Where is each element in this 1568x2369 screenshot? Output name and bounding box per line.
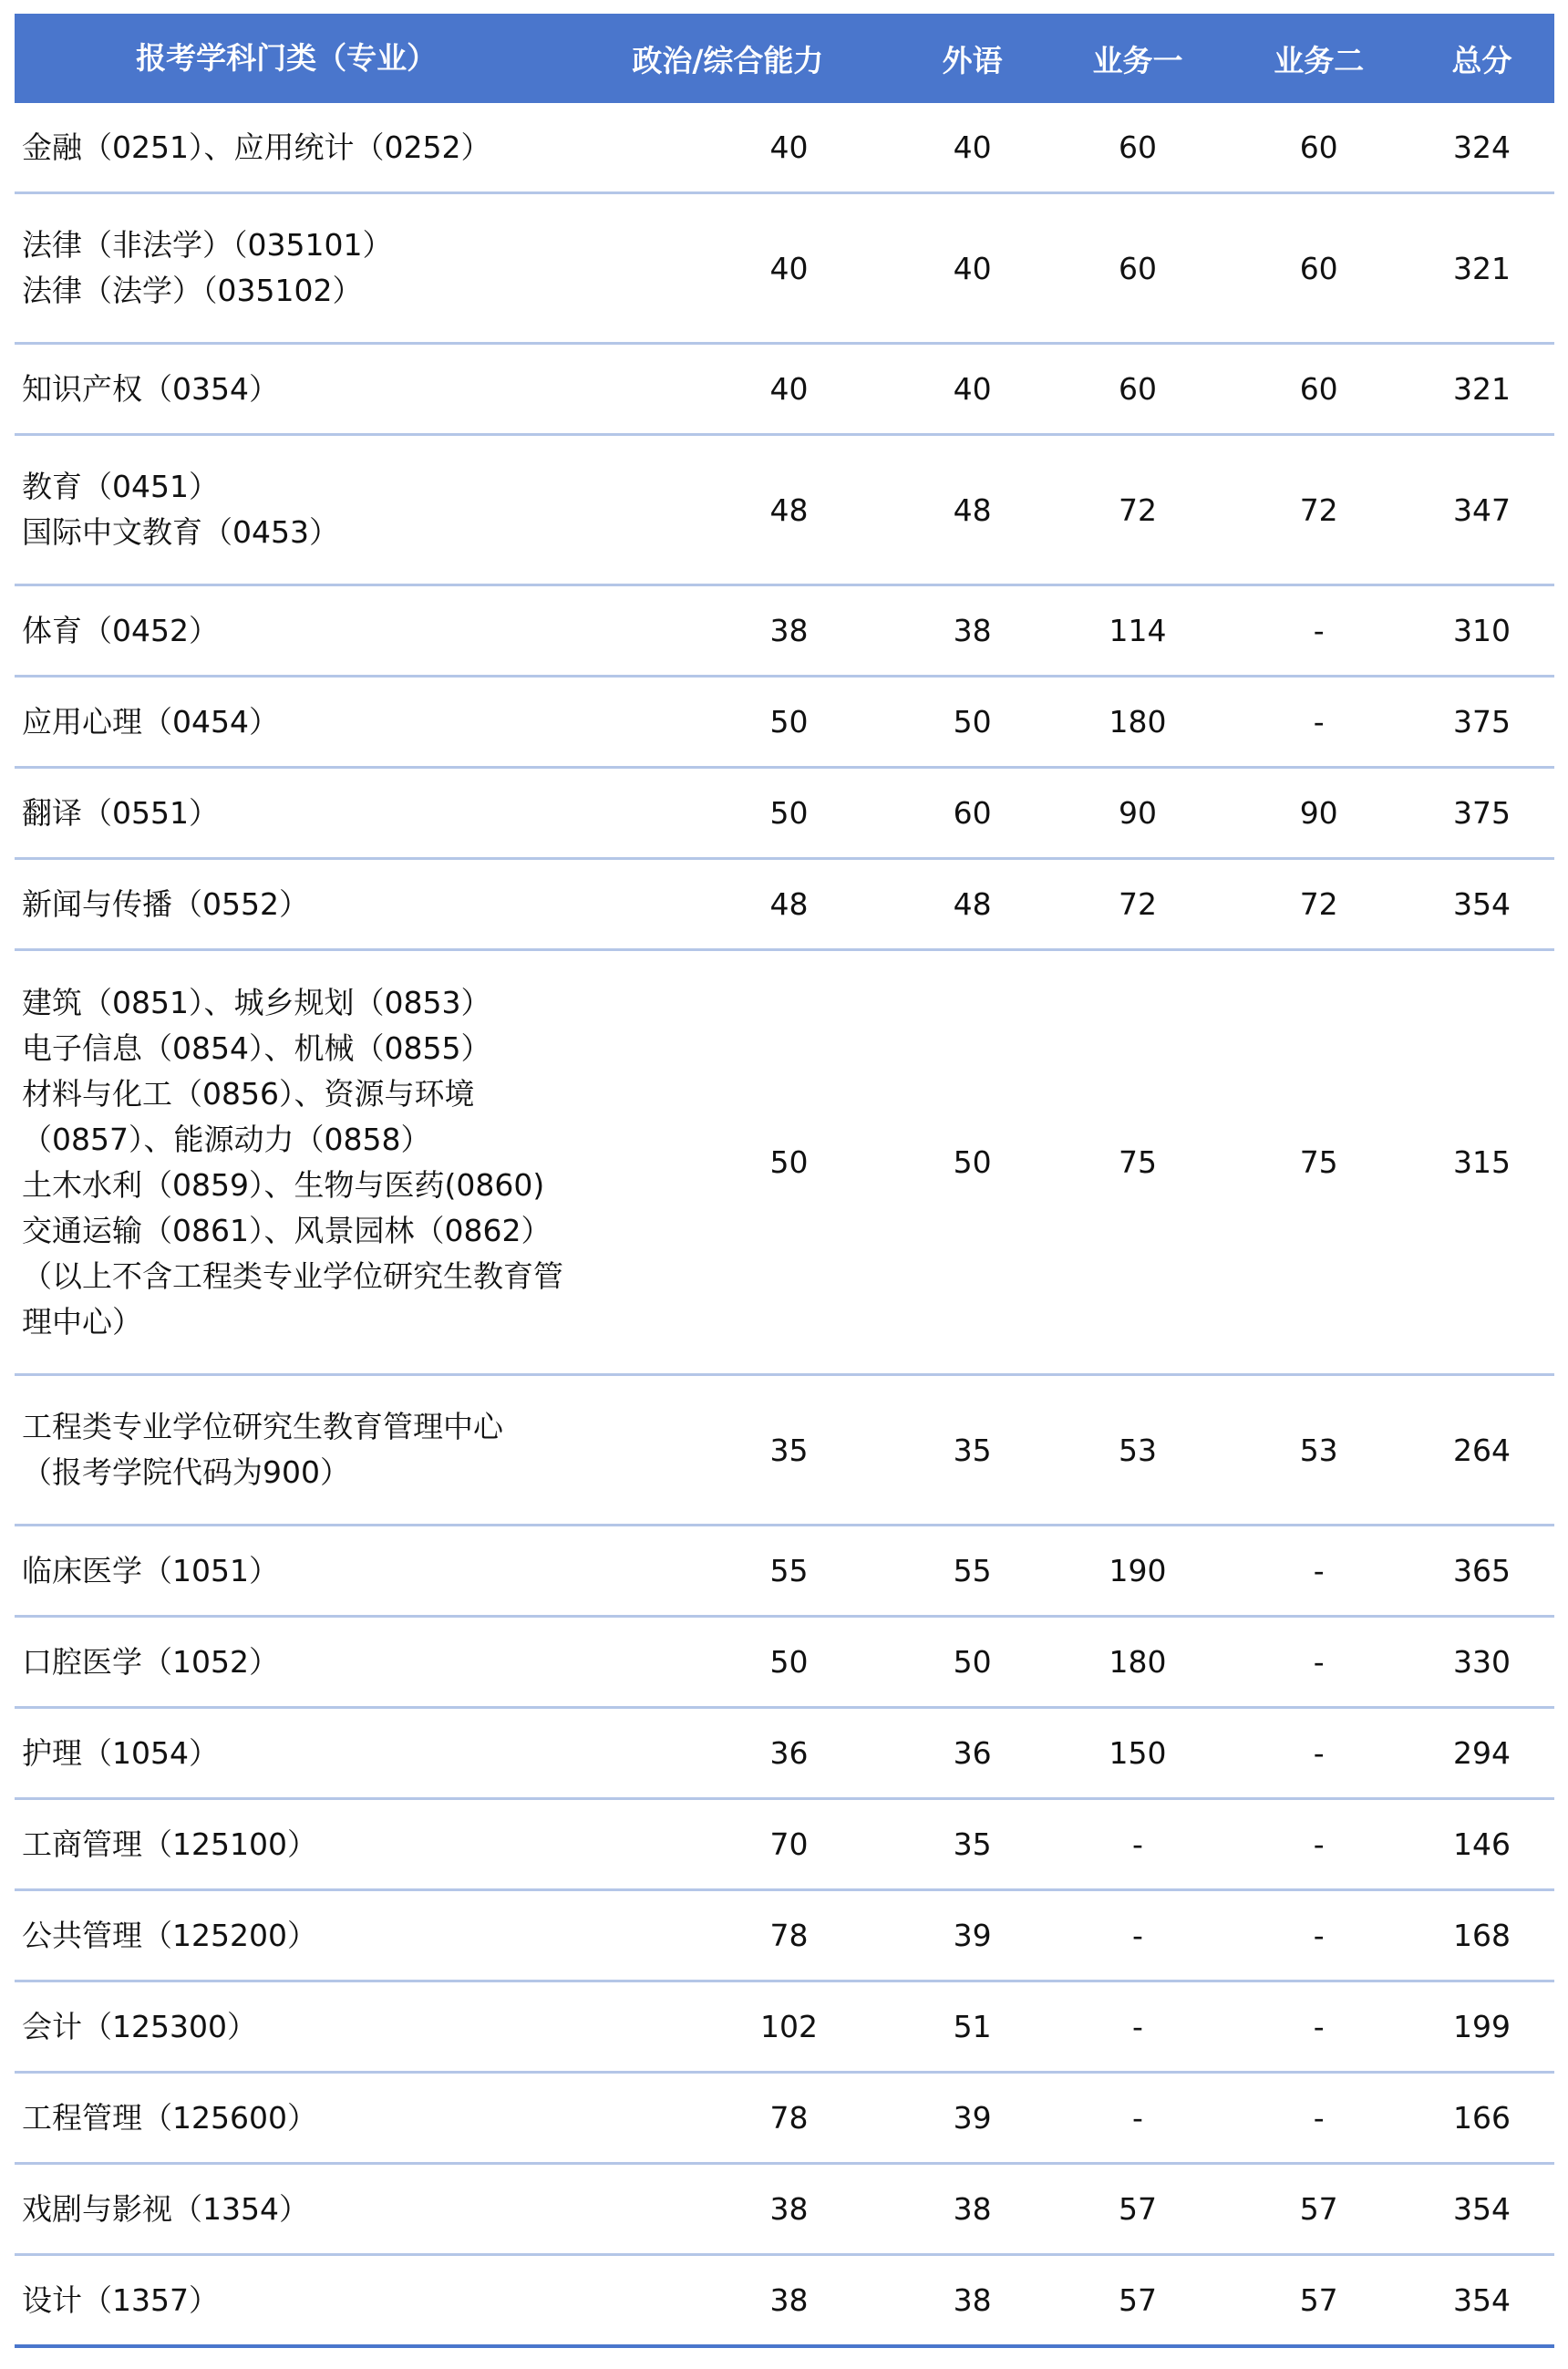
total-score: 321 [1453, 250, 1511, 286]
subject-name-line: 设计（1357） [22, 2281, 219, 2318]
subject-name-line: 国际中文教育（0453） [22, 514, 339, 550]
table-row [15, 586, 1554, 678]
table-row [15, 1376, 1554, 1526]
subject1-score: 60 [1118, 250, 1157, 286]
subject-name [15, 125, 680, 171]
subject-name-line: 戏剧与影视（1354） [22, 2190, 309, 2227]
total-score: 321 [1453, 371, 1511, 407]
politics-score: 38 [769, 2282, 809, 2318]
subject1-score: 60 [1118, 129, 1157, 165]
subject-name [15, 1913, 680, 1959]
language-score: 35 [953, 1826, 992, 1862]
subject2-score: 90 [1299, 795, 1338, 831]
subject-name [15, 1822, 680, 1867]
score-table [15, 14, 1554, 2348]
politics-score: 48 [769, 886, 809, 922]
language-score: 40 [953, 129, 992, 165]
subject-name-line: 金融（0251）、应用统计（0252） [22, 129, 491, 165]
subject2-score: 72 [1299, 886, 1338, 922]
total-score: 168 [1453, 1918, 1511, 1953]
language-score: 40 [953, 371, 992, 407]
politics-score: 78 [769, 2100, 809, 2136]
total-score: 375 [1453, 704, 1511, 740]
subject-name-line: 口腔医学（1052） [22, 1643, 279, 1680]
subject-name-line: 临床医学（1051） [22, 1552, 279, 1588]
subject-name [15, 1640, 680, 1685]
subject1-score: 90 [1118, 795, 1157, 831]
table-row [15, 2256, 1554, 2348]
total-score: 347 [1453, 491, 1511, 528]
total-score: 264 [1453, 1432, 1511, 1468]
subject-name-line: （0857）、能源动力（0858） [22, 1121, 431, 1157]
language-score: 55 [953, 1553, 992, 1588]
language-score: 60 [953, 795, 992, 831]
politics-score: 35 [769, 1432, 809, 1468]
language-score: 35 [953, 1432, 992, 1468]
table-row [15, 951, 1554, 1376]
table-body [15, 103, 1554, 2348]
subject-name [15, 2187, 680, 2232]
subject1-score: - [1132, 2100, 1143, 2136]
subject-name-line: 会计（125300） [22, 2008, 257, 2044]
subject-name-line: 工程管理（125600） [22, 2099, 317, 2136]
politics-score: 50 [769, 704, 809, 740]
table-row [15, 1709, 1554, 1800]
subject2-score: - [1313, 613, 1325, 648]
subject-name-line: 翻译（0551） [22, 794, 219, 831]
subject-name [15, 1731, 680, 1776]
subject2-score: 53 [1299, 1432, 1338, 1468]
subject2-score: - [1313, 2100, 1325, 2136]
total-score: 354 [1453, 2191, 1511, 2227]
language-score: 48 [953, 886, 992, 922]
subject1-score: 53 [1118, 1432, 1157, 1468]
subject1-score: 57 [1118, 2191, 1157, 2227]
politics-score: 55 [769, 1553, 809, 1588]
table-row [15, 1982, 1554, 2074]
subject2-score: 72 [1299, 491, 1338, 528]
language-score: 38 [953, 2191, 992, 2227]
table-row [15, 2165, 1554, 2256]
subject1-score: 75 [1118, 1144, 1157, 1180]
subject2-score: 75 [1299, 1144, 1338, 1180]
subject2-score: - [1313, 1644, 1325, 1680]
table-row [15, 1618, 1554, 1709]
subject-name-line: （报考学院代码为900） [22, 1454, 350, 1490]
politics-score: 70 [769, 1826, 809, 1862]
subject2-score: - [1313, 1826, 1325, 1862]
subject-name-line: 材料与化工（0856）、资源与环境 [22, 1075, 475, 1112]
subject-name [15, 1548, 680, 1594]
subject1-score: 72 [1118, 491, 1157, 528]
language-score: 38 [953, 2282, 992, 2318]
politics-score: 36 [769, 1735, 809, 1771]
subject1-score: 180 [1109, 1644, 1167, 1680]
subject-name [15, 791, 680, 836]
subject1-score: 114 [1109, 613, 1167, 648]
subject-name-line: 体育（0452） [22, 612, 219, 648]
subject2-score: - [1313, 704, 1325, 740]
total-score: 166 [1453, 2100, 1511, 2136]
subject-name-line: 教育（0451） [22, 469, 219, 504]
language-score: 39 [953, 1918, 992, 1953]
subject-name-line: 理中心） [22, 1303, 142, 1340]
total-score: 324 [1453, 129, 1511, 165]
politics-score: 102 [760, 2009, 818, 2044]
subject-name-line: （以上不含工程类专业学位研究生教育管 [22, 1257, 563, 1294]
table-row [15, 1891, 1554, 1982]
header-language: 外语 [942, 42, 1003, 78]
politics-score: 50 [769, 795, 809, 831]
subject-name-line: 建筑（0851）、城乡规划（0853） [22, 984, 491, 1020]
subject2-score: - [1313, 1553, 1325, 1588]
subject1-score: - [1132, 1918, 1143, 1953]
subject-name-line: 应用心理（0454） [22, 703, 279, 740]
subject1-score: 72 [1118, 886, 1157, 922]
table-row [15, 1526, 1554, 1618]
total-score: 375 [1453, 795, 1511, 831]
language-score: 50 [953, 1644, 992, 1680]
subject-name [15, 464, 680, 555]
politics-score: 40 [769, 371, 809, 407]
table-row [15, 678, 1554, 769]
table-row [15, 436, 1554, 586]
subject-name-line: 工商管理（125100） [22, 1826, 317, 1862]
subject-name [15, 222, 680, 314]
total-score: 330 [1453, 1644, 1511, 1680]
subject1-score: 150 [1109, 1735, 1167, 1771]
subject-name-line: 工程类专业学位研究生教育管理中心 [22, 1409, 503, 1444]
politics-score: 50 [769, 1144, 809, 1180]
subject-name [15, 882, 680, 927]
subject2-score: - [1313, 2009, 1325, 2044]
language-score: 39 [953, 2100, 992, 2136]
politics-score: 48 [769, 491, 809, 528]
table-row [15, 769, 1554, 860]
subject1-score: 60 [1118, 371, 1157, 407]
subject2-score: - [1313, 1735, 1325, 1771]
politics-score: 38 [769, 613, 809, 648]
subject-name [15, 699, 680, 745]
subject1-score: 57 [1118, 2282, 1157, 2318]
header-subject: 报考学科门类（专业） [136, 40, 438, 76]
subject2-score: 57 [1299, 2282, 1338, 2318]
subject-name [15, 2004, 680, 2050]
subject1-score: - [1132, 1826, 1143, 1862]
subject-name [15, 608, 680, 654]
header-politics: 政治/综合能力 [632, 42, 824, 78]
table-row [15, 860, 1554, 951]
total-score: 315 [1453, 1144, 1511, 1180]
subject-name-line: 公共管理（125200） [22, 1917, 317, 1953]
subject1-score: 180 [1109, 704, 1167, 740]
table-row [15, 103, 1554, 194]
subject2-score: - [1313, 1918, 1325, 1953]
table-row [15, 345, 1554, 436]
subject2-score: 60 [1299, 129, 1338, 165]
subject2-score: 60 [1299, 250, 1338, 286]
subject-name-line: 新闻与传播（0552） [22, 885, 309, 922]
subject-name-line: 电子信息（0854）、机械（0855） [22, 1029, 491, 1066]
subject-name-line: 护理（1054） [22, 1734, 219, 1771]
subject-name-line: 法律（法学）（035102） [22, 273, 363, 308]
subject-name [15, 367, 680, 412]
table-row [15, 2074, 1554, 2165]
language-score: 50 [953, 1144, 992, 1180]
table-header [15, 14, 1554, 103]
language-score: 48 [953, 491, 992, 528]
total-score: 354 [1453, 2282, 1511, 2318]
politics-score: 40 [769, 250, 809, 286]
header-subject1: 业务一 [1092, 42, 1183, 78]
language-score: 38 [953, 613, 992, 648]
politics-score: 38 [769, 2191, 809, 2227]
subject2-score: 60 [1299, 371, 1338, 407]
politics-score: 78 [769, 1918, 809, 1953]
subject-name [15, 2095, 680, 2141]
total-score: 146 [1453, 1826, 1511, 1862]
header-total: 总分 [1451, 42, 1512, 78]
total-score: 354 [1453, 886, 1511, 922]
subject-name [15, 980, 680, 1345]
subject-name-line: 知识产权（0354） [22, 370, 279, 407]
total-score: 199 [1453, 2009, 1511, 2044]
table-row [15, 194, 1554, 345]
total-score: 365 [1453, 1553, 1511, 1588]
language-score: 51 [953, 2009, 992, 2044]
header-subject2: 业务二 [1274, 42, 1365, 78]
total-score: 310 [1453, 613, 1511, 648]
subject-name-line: 法律（非法学）（035101） [22, 227, 393, 263]
subject-name-line: 交通运输（0861）、风景园林（0862） [22, 1212, 552, 1248]
subject2-score: 57 [1299, 2191, 1338, 2227]
total-score: 294 [1453, 1735, 1511, 1771]
subject-name-line: 土木水利（0859）、生物与医药(0860) [22, 1166, 545, 1203]
subject-name [15, 2278, 680, 2323]
subject-name [15, 1404, 680, 1495]
language-score: 36 [953, 1735, 992, 1771]
table-row [15, 1800, 1554, 1891]
subject1-score: - [1132, 2009, 1143, 2044]
politics-score: 40 [769, 129, 809, 165]
language-score: 40 [953, 250, 992, 286]
politics-score: 50 [769, 1644, 809, 1680]
subject1-score: 190 [1109, 1553, 1167, 1588]
language-score: 50 [953, 704, 992, 740]
